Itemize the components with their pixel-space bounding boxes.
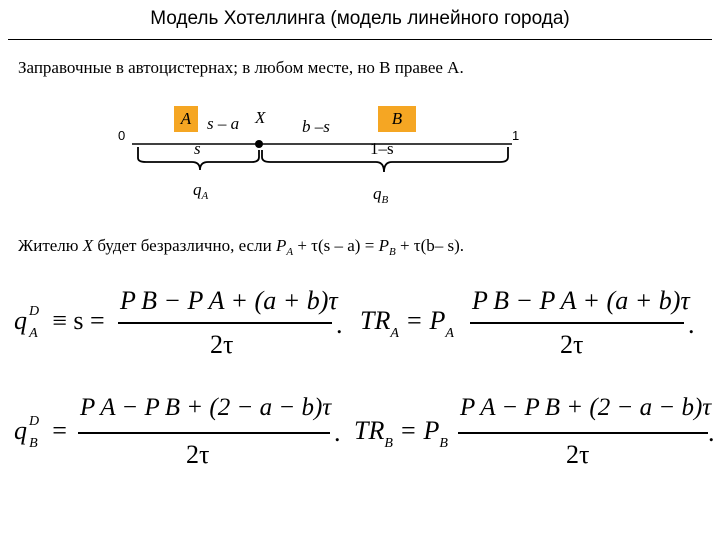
indifference-text: Жителю X будет безразлично, если $P_A + \tau(s - a) = P_B + \tau(b-$ s). [18, 236, 465, 258]
eq1-tr: $TR_A = P_A$ [360, 306, 454, 341]
station-a-box: A [174, 106, 198, 132]
eq2-denominator: 2τ [186, 440, 210, 469]
station-b-box: B [378, 106, 416, 132]
label-s-minus-a: s – a [207, 114, 240, 133]
eq1-lhs: q $^D_A$ ≡ s = [14, 304, 105, 341]
eq1-denominator: 2τ [210, 330, 234, 359]
eq1-fraction-bar [118, 322, 332, 324]
label-qb: $q_B$ [373, 184, 389, 206]
eq1-tr-period: . [688, 310, 695, 339]
eq2-tr-fraction-bar [458, 432, 708, 434]
consumer-point-x [255, 140, 263, 148]
label-one: 1 [512, 128, 520, 143]
eq2-tr-numerator: P A − P B + (2 − a − b)τ [460, 394, 712, 421]
eq2-tr-period: . [708, 418, 715, 447]
label-x: X [255, 108, 266, 127]
eq2-tr: $TR_B = P_B$ [354, 416, 448, 451]
label-one-minus-s: 1–s [370, 139, 394, 158]
intro-text: Заправочные в автоцистернах; в любом месте, но B правее A. [18, 58, 464, 77]
eq2-numerator: P A − P B + (2 − a − b)τ [80, 394, 332, 421]
eq2-tr-denominator: 2τ [566, 440, 590, 469]
eq1-numerator: P B − P A + (a + b)τ [120, 286, 338, 315]
label-zero: 0 [118, 128, 126, 143]
label-s: s [194, 139, 201, 158]
label-b-minus-s: b –s [302, 117, 330, 136]
eq2-lhs: q $^D_B$ = [14, 414, 67, 451]
eq1-tr-fraction-bar [470, 322, 684, 324]
eq2-period: . [334, 418, 341, 447]
label-qa: $q_A$ [193, 180, 209, 202]
slide-title: Модель Хотеллинга (модель линейного города) [150, 8, 570, 29]
eq1-tr-denominator: 2τ [560, 330, 584, 359]
eq1-period: . [336, 310, 343, 339]
eq2-fraction-bar [78, 432, 330, 434]
eq1-tr-numerator: P B − P A + (a + b)τ [472, 286, 690, 315]
